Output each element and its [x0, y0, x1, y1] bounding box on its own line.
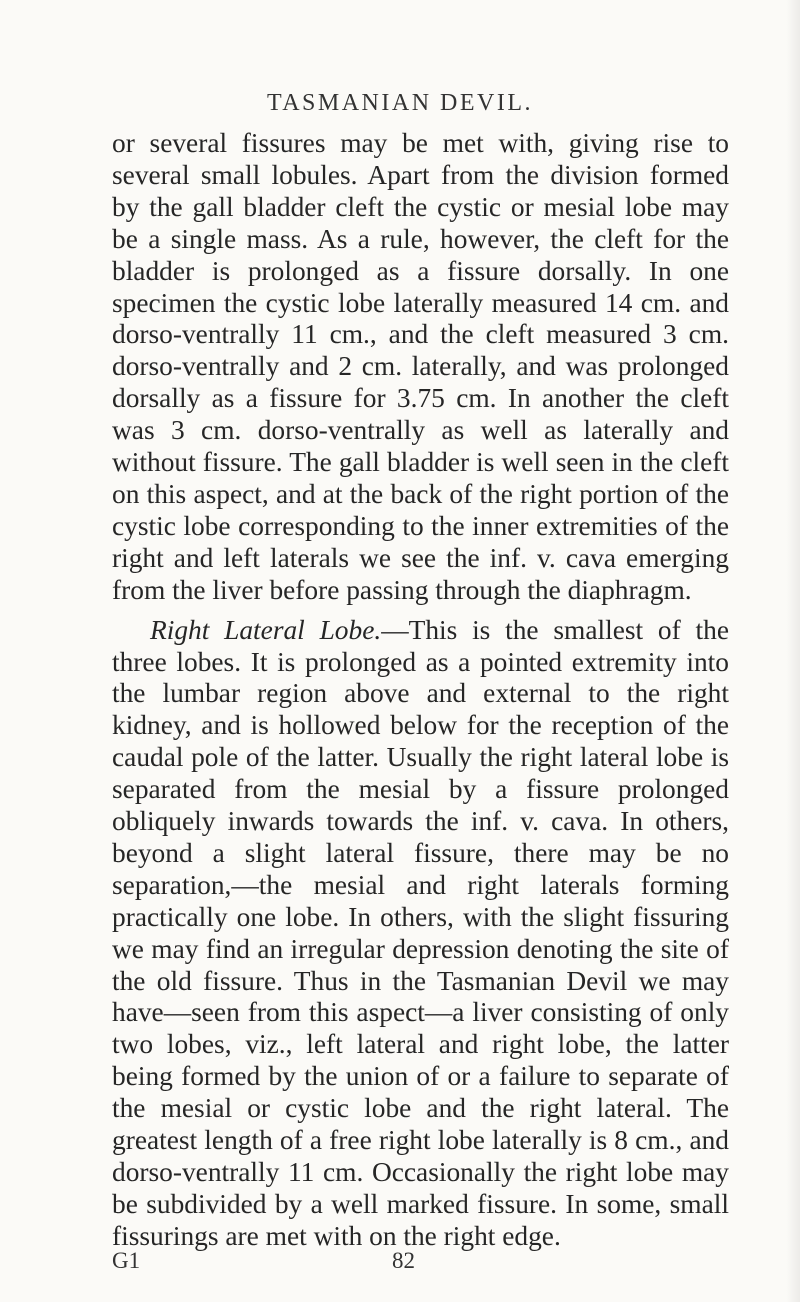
- running-head: TASMANIAN DEVIL.: [266, 90, 534, 116]
- page-edge-shadow: [786, 0, 800, 1302]
- paragraph-spacer: [112, 607, 729, 615]
- paragraph-2-body: —This is the smallest of the three lobes. It is prolonged as a pointed extremity into the lumbar region above and external to the right kidney, and is hollowed below for the reception of the caudal pole of the latter. Usually the right lateral lobe is separated from the mesial by a fissure prolonged obliquely inwards towards the inf. v. cava. In others, beyond a slight lateral fissure, there may be no separation,—the mesial and right laterals forming practically one lobe. In others, with the slight fissuring we may find an irregular depression denoting the site of the old fissure. Thus in the Tasmanian Devil we may have—seen from this aspect—a liver consisting of only two lobes, viz., left lateral and right lobe, the latter being formed by the union of or a failure to separate of the mesial or cystic lobe and the right lateral. The greatest length of a free right lobe laterally is 8 cm., and dorso-ventrally 11 cm. Occasionally the right lobe may be subdivided by a well marked fissure. In some, small fissurings are met with on the right edge.: [112, 614, 729, 1251]
- paragraph-2: [112, 615, 729, 1253]
- signature-mark: G1: [112, 1248, 141, 1273]
- body-text: [112, 128, 729, 1253]
- paragraph-1: or several fissures may be met with, giving rise to several small lobules. Apart from the division formed by the gall bladder cleft the cystic or mesial lobe may be a single mass. As a rule, however, the cleft for the bladder is prolonged as a fissure dorsally. In one specimen the cystic lobe laterally measured 14 cm. and dorso-ventrally 11 cm., and the cleft measured 3 cm. dorso-ventrally and 2 cm. laterally, and was prolonged dorsally as a fissure for 3.75 cm. In another the cleft was 3 cm. dorso-ventrally as well as laterally and without fissure. The gall bladder is well seen in the cleft on this aspect, and at the back of the right portion of the cystic lobe corresponding to the inner extremities of the right and left laterals we see the inf. v. cava emerging from the liver before passing through the diaphragm.: [112, 128, 729, 605]
- page-number: 82: [392, 1248, 415, 1273]
- section-heading-right-lateral-lobe: Right Lateral Lobe.: [150, 614, 382, 645]
